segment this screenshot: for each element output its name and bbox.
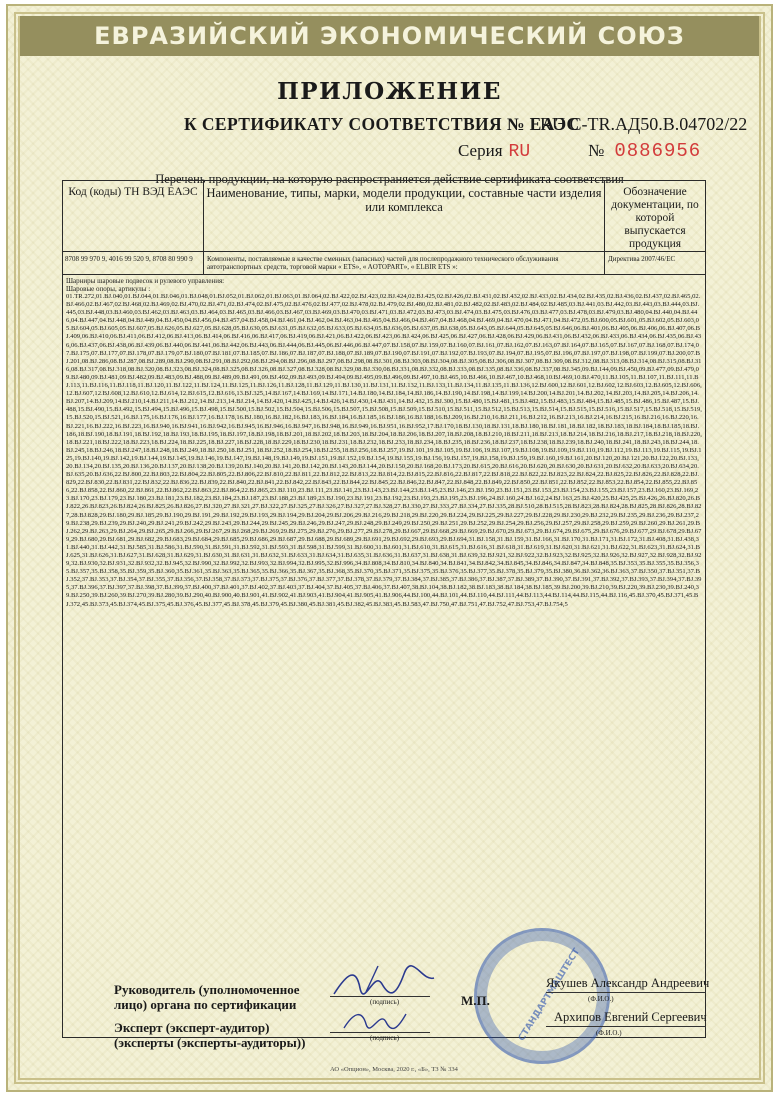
seal-label: М.П. bbox=[461, 993, 490, 1008]
head-name-line bbox=[546, 992, 706, 993]
article-numbers: 01.TR.272,01.BJ.040,01.BJ.044,01.BJ.046,01.BJ.048,01.BJ.052,01.BJ.062,01.BJ.063,01.BJ.064,02.BJ.422,02.BJ.423,02.BJ.424,02.BJ.425,02.BJ.426,02.BJ.431,02.BJ.432,02.BJ.433,02.BJ.434,02.BJ.435,02.BJ.436,02.BJ.437,02.BJ.465,02.BJ.466,02.BJ.467,02.BJ.468,02.BJ.469,02.BJ.470,02.BJ.471,02.BJ.474,02.BJ.475,02.BJ.476,02.BJ.477,02.BJ.478,02.BJ.479,02.BJ.480,02.BJ.481,02.BJ.482,02.BJ.483,02.BJ.484,02.BJ.485,03.BJ.441,03.BJ.442,03.BJ.443,03.BJ.444,03.BJ.445,03.BJ.448,03.BJ.460,03.BJ.462,03.BJ.463,03.BJ.464,03.BJ.465,03.BJ.466,03.BJ.467,03.BJ.469,03.BJ.470,03.BJ.471,03.BJ.472,03.BJ.473,03.BJ.474,03.BJ.475,03.BJ.476,03.BJ.477,03.BJ.478,03.BJ.479,03.BJ.480,04.BJ.440,04.BJ.446,04.BJ.447,04.BJ.448,04.BJ.449,04.BJ.450,04.BJ.456,04.BJ.457,04.BJ.458,04.BJ.461,04.BJ.462,04.BJ.463,04.BJ.465,04.BJ.466,04.BJ.467,04.BJ.468,04.BJ.469,04.BJ.470,04.BJ.471,04.BJ.472,05.BJ.600,05.BJ.601,05.BJ.602,05.BJ.603,05.BJ.604,05.BJ.605,05.BJ.607,05.BJ.626,05.BJ.627,05.BJ.628,05.BJ.630,05.BJ.631,05.BJ.632,05.BJ.633,05.BJ.634,05.BJ.636,05.BJ.637,05.BJ.638,05.BJ.643,05.BJ.644,05.BJ.645,05.BJ.646,06.BJ.401,06.BJ.405,06.BJ.406,06.BJ.407,06.BJ.409,06.BJ.410,06.BJ.411,06.BJ.412,06.BJ.413,06.BJ.414,06.BJ.416,06.BJ.417,06.BJ.419,06.BJ.421,06.BJ.422,06.BJ.423,06.BJ.424,06.BJ.425,06.BJ.427,06.BJ.428,06.BJ.429,06.BJ.431,06.BJ.432,06.BJ.433,06.BJ.434,06.BJ.435,06.BJ.436,06.BJ.437,06.BJ.438,06.BJ.439,06.BJ.440,06.BJ.441,06.BJ.442,06.BJ.443,06.BJ.444,06.BJ.445,06.BJ.446,06.BJ.447,07.BJ.158,07.BJ.159,07.BJ.160,07.BJ.161,07.BJ.162,07.BJ.163,07.BJ.164,07.BJ.165,07.BJ.167,07.BJ.168,07.BJ.174,07.BJ.175,07.BJ.177,07.BJ.178,07.BJ.179,07.BJ.180,07.BJ.181,07.BJ.185,07.BJ.186,07.BJ.187,07.BJ.188,07.BJ.189,07.BJ.190,07.BJ.191,07.BJ.192,07.BJ.193,07.BJ.194,07.BJ.195,07.BJ.196,07.BJ.197,07.BJ.198,07.BJ.199,07.BJ.200,07.BJ.201,08.BJ.286,08.BJ.287,08.BJ.289,08.BJ.290,08.BJ.291,08.BJ.292,08.BJ.294,08.BJ.296,08.BJ.297,08.BJ.298,08.BJ.301,08.BJ.303,08.BJ.304,08.BJ.305,08.BJ.306,08.BJ.307,08.BJ.309,08.BJ.312,08.BJ.313,08.BJ.314,08.BJ.315,08.BJ.316,08.BJ.317,08.BJ.318,08.BJ.320,08.BJ.323,08.BJ.324,08.BJ.325,08.BJ.326,08.BJ.327,08.BJ.328,08.BJ.329,08.BJ.330,08.BJ.331,08.BJ.332,08.BJ.333,08.BJ.335,08.BJ.336,08.BJ.337,08.BJ.345,09.BJ.144,09.BJ.450,09.BJ.477,09.BJ.479,09.BJ.480,09.BJ.481,09.BJ.482,09.BJ.483,09.BJ.488,09.BJ.489,09.BJ.491,09.BJ.492,09.BJ.493,09.BJ.494,09.BJ.495,09.BJ.496,09.BJ.497,10.BJ.465,10.BJ.466,10.BJ.467,10.BJ.468,10.BJ.469,10.BJ.470,11.BJ.105,11.BJ.107,11.BJ.111,11.BJ.113,11.BJ.116,11.BJ.118,11.BJ.120,11.BJ.122,11.BJ.124,11.BJ.125,11.BJ.126,11.BJ.128,11.BJ.129,11.BJ.130,11.BJ.131,11.BJ.132,11.BJ.133,11.BJ.134,11.BJ.135,11.BJ.136,12.BJ.600,12.BJ.601,12.BJ.602,12.BJ.603,12.BJ.605,12.BJ.606,12.BJ.607,12.BJ.608,12.BJ.610,12.BJ.614,12.BJ.615,12.BJ.616,13.BJ.325,14.BJ.167,14.BJ.169,14.BJ.171,14.BJ.180,14.BJ.184,14.BJ.186,14.BJ.190,14.BJ.198,14.BJ.199,14.BJ.200,14.BJ.201,14.BJ.202,14.BJ.203,14.BJ.205,14.BJ.206,14.BJ.207,14.BJ.209,14.BJ.210,14.BJ.211,14.BJ.212,14.BJ.213,14.BJ.214,14.BJ.420,14.BJ.425,14.BJ.426,14.BJ.430,14.BJ.431,14.BJ.432,15.BJ.300,15.BJ.480,15.BJ.481,15.BJ.482,15.BJ.483,15.BJ.484,15.BJ.485,15.BJ.486,15.BJ.487,15.BJ.488,15.BJ.490,15.BJ.492,15.BJ.494,15.BJ.496,15.BJ.498,15.BJ.500,15.BJ.502,15.BJ.504,15.BJ.506,15.BJ.507,15.BJ.508,15.BJ.509,15.BJ.510,15.BJ.511,15.BJ.512,15.BJ.513,15.BJ.514,15.BJ.515,15.BJ.516,15.BJ.517,15.BJ.518,15.BJ.519,15.BJ.520,15.BJ.521,16.BJ.175,16.BJ.176,16.BJ.177,16.BJ.178,16.BJ.180,16.BJ.182,16.BJ.183,16.BJ.184,16.BJ.185,16.BJ.186,16.BJ.188,16.BJ.209,16.BJ.210,16.BJ.211,16.BJ.212,16.BJ.213,16.BJ.214,16.BJ.215,16.BJ.216,16.BJ.220,16.BJ.221,16.BJ.222,16.BJ.223,16.BJ.940,16.BJ.941,16.BJ.942,16.BJ.945,16.BJ.946,16.BJ.947,16.BJ.948,16.BJ.949,16.BJ.951,16.BJ.952,17.BJ.170,18.BJ.130,18.BJ.131,18.BJ.180,18.BJ.181,18.BJ.182,18.BJ.183,18.BJ.184,18.BJ.185,18.BJ.186,18.BJ.190,18.BJ.191,18.BJ.192,18.BJ.193,18.BJ.195,18.BJ.197,18.BJ.198,18.BJ.201,18.BJ.202,18.BJ.203,18.BJ.204,18.BJ.206,18.BJ.207,18.BJ.208,18.BJ.210,18.BJ.211,18.BJ.213,18.BJ.214,18.BJ.216,18.BJ.217,18.BJ.218,18.BJ.220,18.BJ.221,18.BJ.222,18.BJ.223,18.BJ.224,18.BJ.225,18.BJ.227,18.BJ.228,18.BJ.229,18.BJ.230,18.BJ.231,18.BJ.232,18.BJ.233,18.BJ.234,18.BJ.235,18.BJ.236,18.BJ.237,18.BJ.238,18.BJ.239,18.BJ.240,18.BJ.241,18.BJ.243,18.BJ.244,18.BJ.245,18.BJ.246,18.BJ.247,18.BJ.248,18.BJ.249,18.BJ.250,18.BJ.251,18.BJ.252,18.BJ.254,18.BJ.255,18.BJ.256,18.BJ.257,19.BJ.101,19.BJ.105,19.BJ.106,19.BJ.107,19.BJ.108,19.BJ.109,19.BJ.110,19.BJ.112,19.BJ.113,19.BJ.115,19.BJ.125,19.BJ.140,19.BJ.142,19.BJ.144,19.BJ.145,19.BJ.146,19.BJ.147,19.BJ.148,19.BJ.149,19.BJ.151,19.BJ.152,19.BJ.154,19.BJ.155,19.BJ.156,19.BJ.157,19.BJ.158,19.BJ.159,19.BJ.160,19.BJ.161,20.BJ.120,20.BJ.121,20.BJ.122,20.BJ.133,20.BJ.134,20.BJ.135,20.BJ.136,20.BJ.137,20.BJ.138,20.BJ.139,20.BJ.140,20.BJ.141,20.BJ.142,20.BJ.143,20.BJ.144,20.BJ.150,20.BJ.168,20.BJ.173,20.BJ.615,20.BJ.616,20.BJ.620,20.BJ.630,20.BJ.631,20.BJ.632,20.BJ.633,20.BJ.634,20.BJ.635,20.BJ.636,22.BJ.800,22.BJ.803,22.BJ.804,22.BJ.805,22.BJ.806,22.BJ.810,22.BJ.811,22.BJ.812,22.BJ.813,22.BJ.814,22.BJ.815,22.BJ.816,22.BJ.817,22.BJ.818,22.BJ.822,22.BJ.823,22.BJ.824,22.BJ.825,22.BJ.826,22.BJ.828,22.BJ.829,22.BJ.830,22.BJ.831,22.BJ.832,22.BJ.836,22.BJ.839,22.BJ.840,22.BJ.841,22.BJ.842,22.BJ.843,22.BJ.844,22.BJ.845,22.BJ.846,22.BJ.847,22.BJ.848,22.BJ.849,22.BJ.850,22.BJ.851,22.BJ.852,22.BJ.853,22.BJ.854,22.BJ.855,22.BJ.856,22.BJ.858,22.BJ.860,22.BJ.861,22.BJ.862,22.BJ.863,22.BJ.864,22.BJ.865,23.BJ.110,23.BJ.111,23.BJ.141,23.BJ.143,23.BJ.144,23.BJ.145,23.BJ.146,23.BJ.150,23.BJ.151,23.BJ.153,23.BJ.154,23.BJ.155,23.BJ.157,23.BJ.160,23.BJ.169,23.BJ.170,23.BJ.179,23.BJ.180,23.BJ.181,23.BJ.182,23.BJ.184,23.BJ.187,23.BJ.188,23.BJ.189,23.BJ.190,23.BJ.191,23.BJ.192,23.BJ.193,23.BJ.195,23.BJ.196,24.BJ.160,24.BJ.162,24.BJ.163,25.BJ.420,25.BJ.425,25.BJ.426,26.BJ.820,26.BJ.822,26.BJ.823,26.BJ.824,26.BJ.825,26.BJ.826,27.BJ.320,27.BJ.321,27.BJ.322,27.BJ.325,27.BJ.326,27.BJ.327,27.BJ.328,27.BJ.330,27.BJ.333,27.BJ.334,27.BJ.335,28.BJ.510,28.BJ.515,28.BJ.823,28.BJ.824,28.BJ.825,28.BJ.826,28.BJ.827,28.BJ.828,29.BJ.180,29.BJ.185,29.BJ.190,29.BJ.191,29.BJ.192,29.BJ.193,29.BJ.194,29.BJ.204,29.BJ.206,29.BJ.216,29.BJ.218,29.BJ.220,29.BJ.224,29.BJ.225,29.BJ.227,29.BJ.228,29.BJ.230,29.BJ.232,29.BJ.235,29.BJ.236,29.BJ.237,29.BJ.238,29.BJ.239,29.BJ.240,29.BJ.241,29.BJ.242,29.BJ.243,29.BJ.244,29.BJ.245,29.BJ.246,29.BJ.247,29.BJ.248,29.BJ.249,29.BJ.250,29.BJ.251,29.BJ.252,29.BJ.254,29.BJ.256,29.BJ.257,29.BJ.258,29.BJ.259,29.BJ.260,29.BJ.261,29.BJ.262,29.BJ.263,29.BJ.264,29.BJ.265,29.BJ.266,29.BJ.267,29.BJ.268,29.BJ.269,29.BJ.275,29.BJ.276,29.BJ.277,29.BJ.278,29.BJ.667,29.BJ.668,29.BJ.669,29.BJ.670,29.BJ.673,29.BJ.674,29.BJ.675,29.BJ.676,29.BJ.677,29.BJ.678,29.BJ.679,29.BJ.680,29.BJ.681,29.BJ.682,29.BJ.683,29.BJ.684,29.BJ.685,29.BJ.686,29.BJ.687,29.BJ.688,29.BJ.689,29.BJ.691,29.BJ.692,29.BJ.693,29.BJ.694,31.BJ.158,31.BJ.159,31.BJ.166,31.BJ.170,31.BJ.171,31.BJ.172,31.BJ.408,31.BJ.438,31.BJ.440,31.BJ.442,31.BJ.585,31.BJ.586,31.BJ.590,31.BJ.591,31.BJ.592,31.BJ.593,31.BJ.598,31.BJ.599,31.BJ.600,31.BJ.601,31.BJ.610,31.BJ.615,31.BJ.616,31.BJ.618,31.BJ.619,31.BJ.620,31.BJ.621,31.BJ.622,31.BJ.623,31.BJ.624,31.BJ.625,31.BJ.626,31.BJ.627,31.BJ.628,31.BJ.629,31.BJ.630,31.BJ.631,31.BJ.632,31.BJ.633,31.BJ.634,31.BJ.635,31.BJ.636,31.BJ.637,31.BJ.638,31.BJ.639,32.BJ.921,32.BJ.922,32.BJ.923,32.BJ.925,32.BJ.926,32.BJ.927,32.BJ.928,32.BJ.929,32.BJ.930,32.BJ.931,32.BJ.932,32.BJ.945,32.BJ.990,32.BJ.992,32.BJ.993,32.BJ.994,32.BJ.995,32.BJ.996,34.BJ.808,34.BJ.810,34.BJ.840,34.BJ.841,34.BJ.842,34.BJ.845,34.BJ.846,34.BJ.847,34.BJ.848,35.BJ.353,35.BJ.355,35.BJ.356,35.BJ.357,35.BJ.358,35.BJ.359,35.BJ.360,35.BJ.361,35.BJ.363,35.BJ.365,35.BJ.366,35.BJ.367,35.BJ.368,35.BJ.370,35.BJ.371,35.BJ.375,35.BJ.376,35.BJ.377,35.BJ.378,35.BJ.379,35.BJ.380,36.BJ.362,36.BJ.363,37.BJ.350,37.BJ.351,37.BJ.352,37.BJ.353,37.BJ.354,37.BJ.355,37.BJ.356,37.BJ.358,37.BJ.373,37.BJ.375,37.BJ.376,37.BJ.377,37.BJ.378,37.BJ.379,37.BJ.384,37.BJ.385,37.BJ.386,37.BJ.387,37.BJ.389,37.BJ.390,37.BJ.391,37.BJ.392,37.BJ.393,37.BJ.394,37.BJ.395,37.BJ.396,37.BJ.397,37.BJ.398,37.BJ.399,37.BJ.400,37.BJ.401,37.BJ.402,37.BJ.403,37.BJ.404,37.BJ.405,37.BJ.406,37.BJ.407,38.BJ.104,38.BJ.182,38.BJ.183,38.BJ.184,38.BJ.185,39.BJ.200,39.BJ.210,39.BJ.220,39.BJ.230,39.BJ.240,39.BJ.250,39.BJ.260,39.BJ.270,39.BJ.280,39.BJ.290,40.BJ.900,40.BJ.901,41.BJ.902,41.BJ.903,41.BJ.904,41.BJ.905,41.BJ.906,44.BJ.100,44.BJ.101,44.BJ.110,44.BJ.111,44.BJ.113,44.BJ.114,44.BJ.115,44.BJ.116,45.BJ.370,45.BJ.371,45.BJ.372,45.BJ.373,45.BJ.374,45.BJ.375,45.BJ.376,45.BJ.377,45.BJ.378,45.BJ.379,45.BJ.380,45.BJ.381,45.BJ.382,45.BJ.383,45.BJ.583,47.BJ.750,47.BJ.751,47.BJ.752,47.BJ.753,47.BJ.754,5 bbox=[66, 293, 702, 608]
series-label: Серия bbox=[458, 141, 503, 160]
cell-codes: 8708 99 970 9, 4016 99 520 9, 8708 80 990 9 bbox=[63, 252, 204, 275]
expert-name-line bbox=[546, 1026, 706, 1027]
stamp-text: СТАНДАРТМАШТЕСТ bbox=[516, 946, 583, 1044]
cell-components: Компоненты, поставляемые в качестве сменных (запасных) частей для послепродажного технического обслуживания автотранспортных средств, торговой марки « ETS», « AOTOPART», « ELBIR ETS »: bbox=[204, 252, 605, 275]
number-label: № bbox=[588, 141, 605, 160]
expert-label: Эксперт (эксперт-аудитор) (эксперты (эксперты-аудиторы)) bbox=[114, 1020, 306, 1050]
table-row bbox=[63, 252, 706, 275]
head-signature-caption: (подпись) bbox=[370, 998, 400, 1006]
serial-number: 0886956 bbox=[614, 140, 702, 162]
printer-footer: АО «Опцион», Москва, 2020 г., «Б», ТЗ № 334 bbox=[330, 1066, 458, 1073]
table-row bbox=[63, 275, 706, 1038]
list-title: Шарниры шаровые подвесок и рулевого управления: bbox=[66, 277, 225, 285]
expert-fio-caption: (Ф.И.О.) bbox=[596, 1029, 622, 1037]
head-fio-caption: (Ф.И.О.) bbox=[588, 995, 614, 1003]
expert-signature bbox=[340, 1006, 410, 1034]
product-list-intro: Перечень продукции, на которую распространяется действие сертификата соответствия bbox=[155, 172, 624, 186]
table-header-row bbox=[63, 181, 706, 252]
header-name: Наименование, типы, марки, модели продукции, составные части изделия или комплекса bbox=[204, 181, 605, 252]
head-name: Якушев Александр Андреевич bbox=[546, 976, 710, 990]
cell-article-list bbox=[63, 275, 706, 1038]
series-value: RU bbox=[508, 142, 531, 162]
head-signature-line bbox=[330, 996, 430, 997]
product-table bbox=[62, 180, 706, 1038]
banner-text: ЕВРАЗИЙСКИЙ ЭКОНОМИЧЕСКИЙ СОЮЗ bbox=[94, 22, 685, 50]
cell-directive: Директива 2007/46/ЕС bbox=[605, 252, 706, 275]
expert-signature-caption: (подпись) bbox=[370, 1034, 400, 1042]
expert-name: Архипов Евгений Сергеевич bbox=[554, 1010, 707, 1024]
certificate-number: RU C-TR.АД50.В.04702/22 bbox=[540, 114, 748, 134]
certificate-subtitle: К СЕРТИФИКАТУ СООТВЕТСТВИЯ № ЕАЭС bbox=[184, 114, 580, 134]
expert-signature-line bbox=[330, 1032, 430, 1033]
union-banner bbox=[20, 16, 759, 56]
list-subtitle: Шаровые опоры, артикулы : bbox=[66, 285, 151, 293]
page-title: ПРИЛОЖЕНИЕ bbox=[277, 78, 502, 105]
header-code: Код (коды) ТН ВЭД ЕАЭС bbox=[63, 181, 204, 252]
header-doc: Обозначение документации, по которой выпускается продукция bbox=[605, 181, 706, 252]
series-row bbox=[458, 140, 701, 162]
head-label: Руководитель (уполномоченное лицо) органа по сертификации bbox=[114, 982, 300, 1012]
